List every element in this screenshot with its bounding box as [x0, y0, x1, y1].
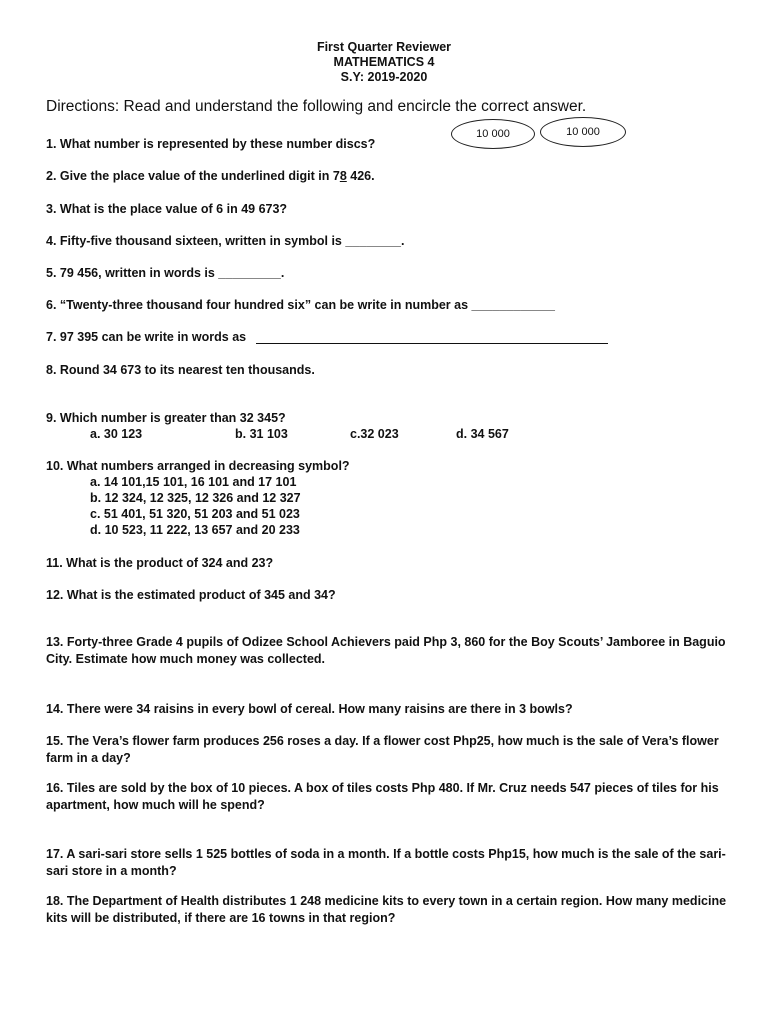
question-18: 18. The Department of Health distributes 1 248 medicine kits to every town in a certain region. How many medicine kits will be distributed, if there are 16 towns in that region?	[46, 894, 727, 925]
question-3: 3. What is the place value of 6 in 49 673?	[46, 202, 288, 216]
number-disc: 10 000	[451, 119, 535, 149]
question-8: 8. Round 34 673 to its nearest ten thousands.	[46, 363, 315, 377]
choice-b: b. 31 103	[235, 427, 288, 441]
question-6: 6. “Twenty-three thousand four hundred six” can be write in number as ____________	[46, 298, 555, 312]
document-header	[0, 40, 768, 85]
answer-blank-line	[256, 343, 608, 344]
question-5: 5. 79 456, written in words is _________.	[46, 266, 285, 280]
underlined-digit: 8	[339, 169, 347, 183]
directions-text: Directions: Read and understand the following and encircle the correct answer.	[46, 98, 587, 115]
choice-a: a. 30 123	[90, 427, 143, 441]
doc-subject: MATHEMATICS 4	[333, 55, 435, 69]
question-2	[46, 168, 375, 185]
question-7-text: 7. 97 395 can be write in words as	[46, 330, 247, 344]
question-9: 9. Which number is greater than 32 345?	[46, 411, 286, 425]
number-disc: 10 000	[540, 117, 626, 147]
choice-d: d. 34 567	[456, 427, 509, 441]
question-1: 1. What number is represented by these number discs?	[46, 137, 376, 151]
question-14: 14. There were 34 raisins in every bowl of cereal. How many raisins are there in 3 bowls?	[46, 702, 573, 716]
question-17: 17. A sari-sari store sells 1 525 bottles of soda in a month. If a bottle costs Php15, how much is the sale of the sari-sari store in a month?	[46, 847, 726, 878]
question-13: 13. Forty-three Grade 4 pupils of Odizee School Achievers paid Php 3, 860 for the Boy Scouts’ Jamboree in Baguio City. Estimate how much money was collected.	[46, 635, 726, 666]
question-12: 12. What is the estimated product of 345 and 34?	[46, 588, 336, 602]
question-2-text: 2. Give the place value of the underlined digit in 7	[46, 169, 340, 183]
doc-school-year: S.Y: 2019-2020	[340, 70, 428, 84]
question-2-end: 426.	[346, 169, 375, 183]
question-4: 4. Fifty-five thousand sixteen, written in symbol is ________.	[46, 234, 405, 248]
choice-d: d. 10 523, 11 222, 13 657 and 20 233	[90, 523, 300, 537]
choice-c: c.32 023	[350, 427, 399, 441]
question-7	[46, 329, 608, 346]
choice-c: c. 51 401, 51 320, 51 203 and 51 023	[90, 507, 300, 521]
question-10: 10. What numbers arranged in decreasing symbol?	[46, 459, 350, 473]
choice-a: a. 14 101,15 101, 16 101 and 17 101	[90, 475, 297, 489]
doc-title: First Quarter Reviewer	[316, 40, 452, 54]
question-15: 15. The Vera’s flower farm produces 256 roses a day. If a flower cost Php25, how much is the sale of Vera’s flower farm in a day?	[46, 734, 719, 765]
question-16: 16. Tiles are sold by the box of 10 pieces. A box of tiles costs Php 480. If Mr. Cruz needs 547 pieces of tiles for his apartment, how much will he spend?	[46, 781, 719, 812]
question-11: 11. What is the product of 324 and 23?	[46, 556, 274, 570]
choice-b: b. 12 324, 12 325, 12 326 and 12 327	[90, 491, 301, 505]
